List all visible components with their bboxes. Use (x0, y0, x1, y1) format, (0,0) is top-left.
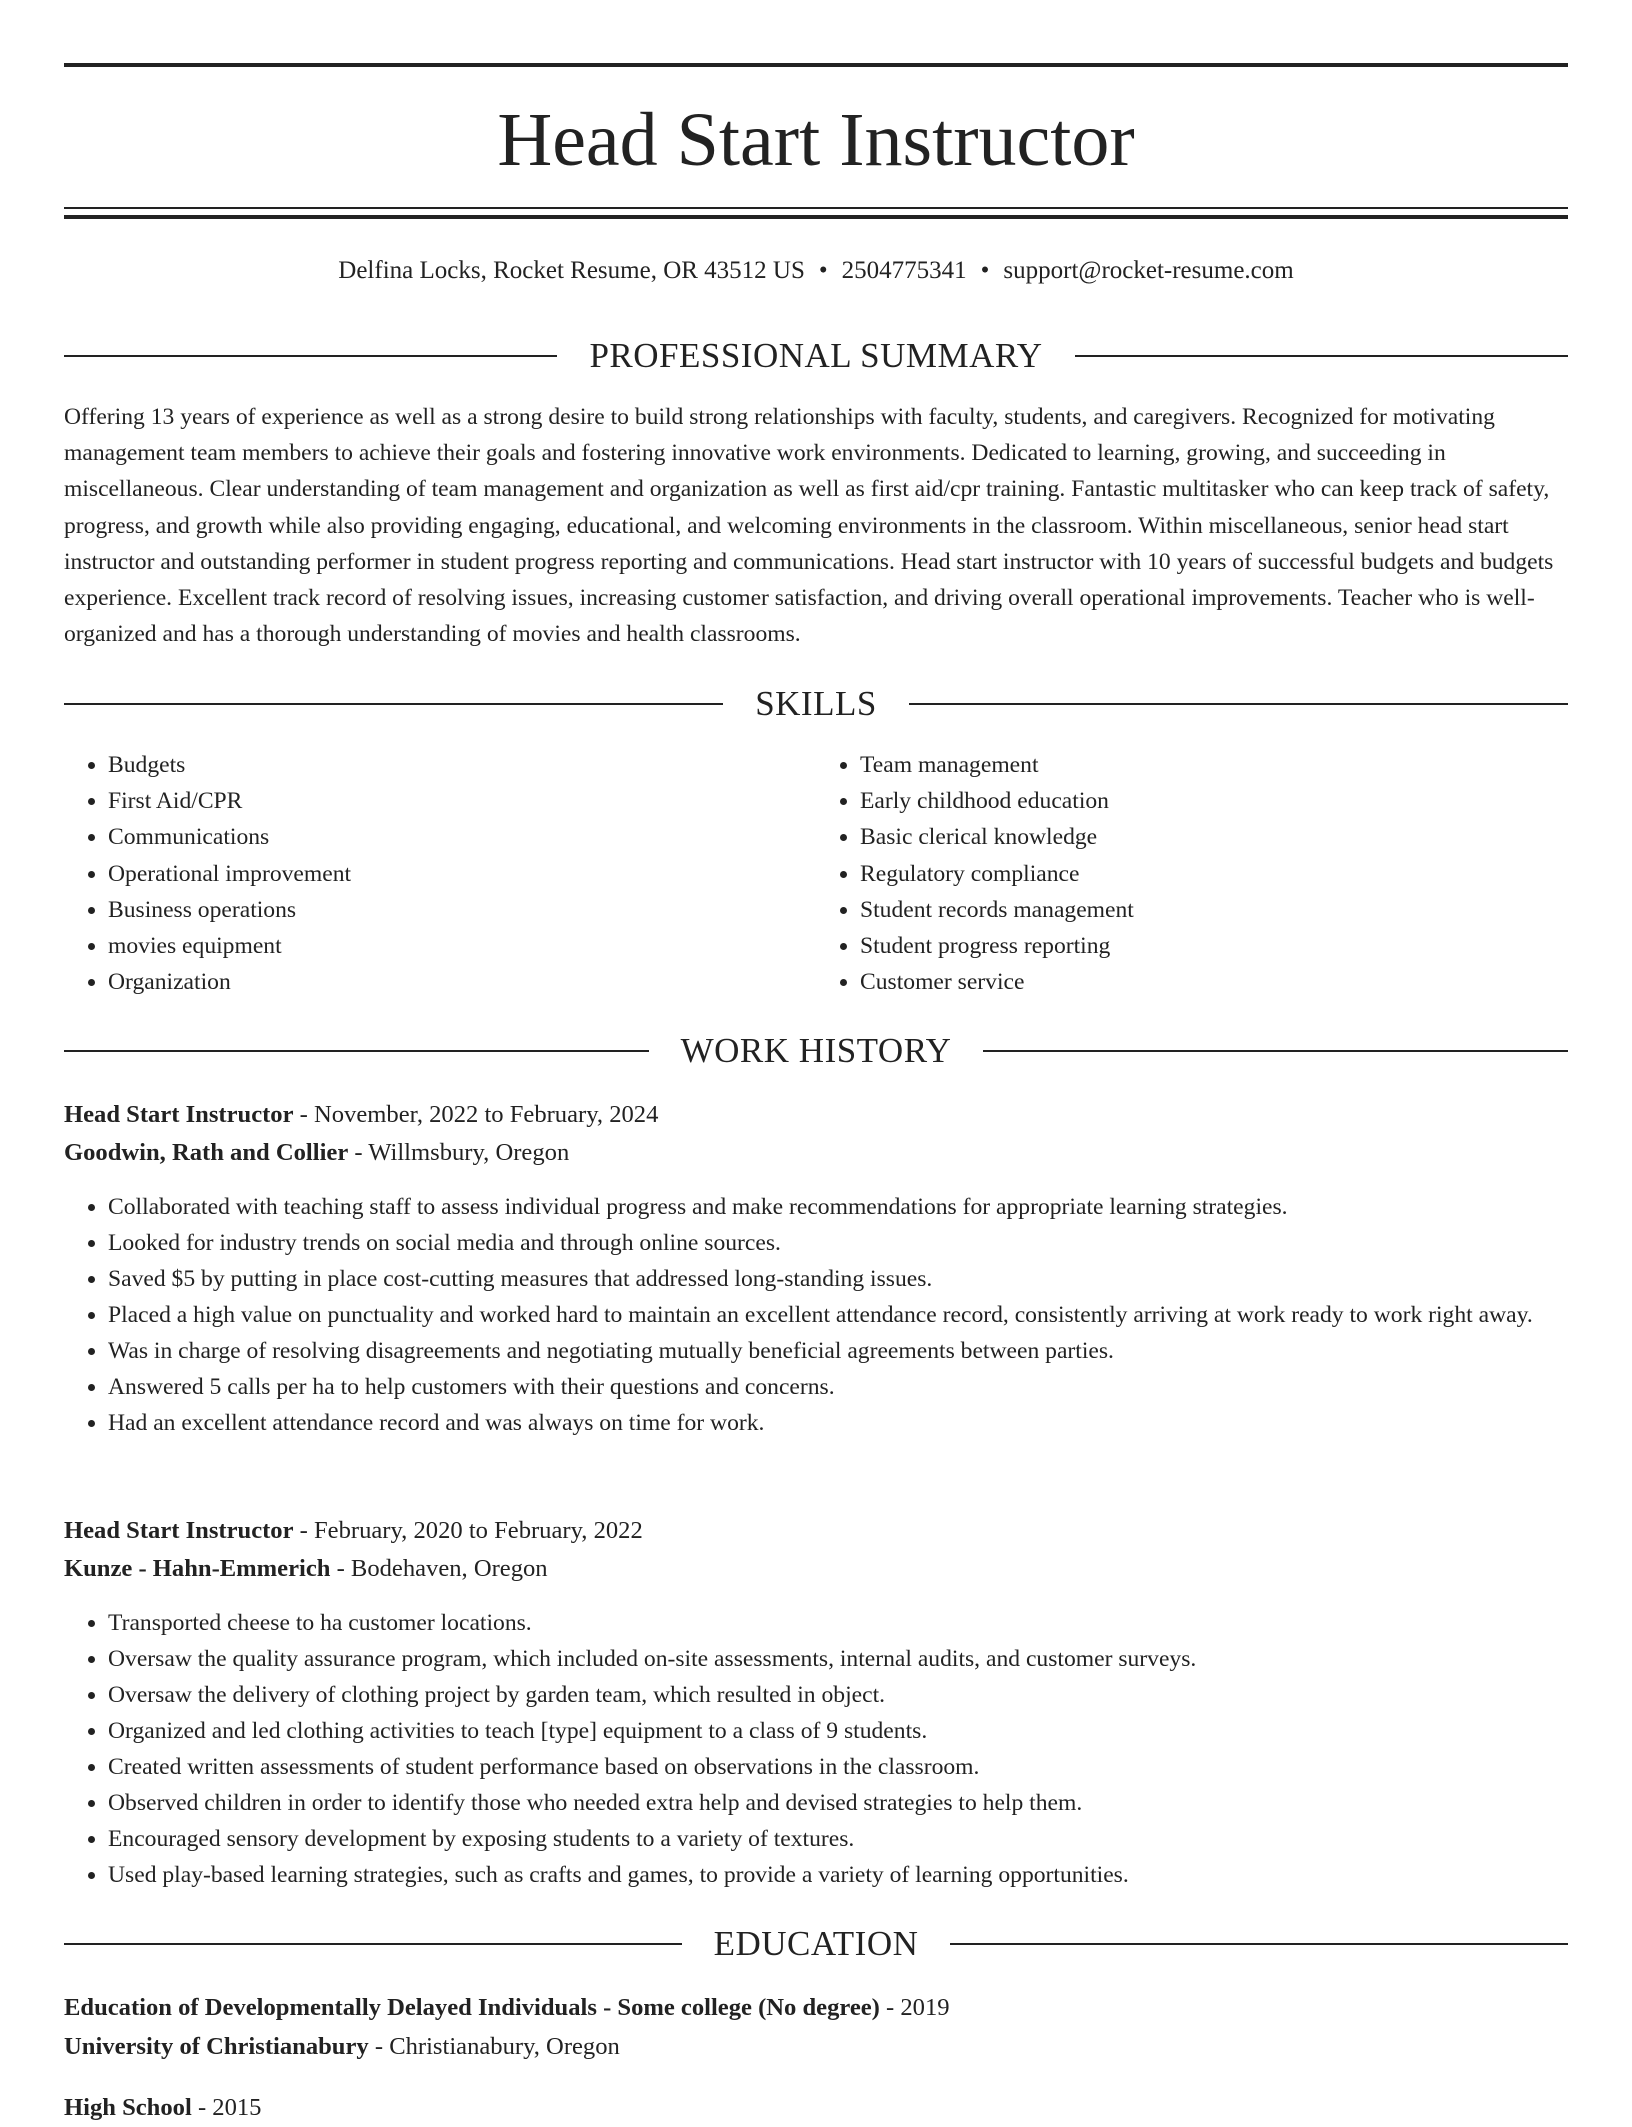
contact-address: Delfina Locks, Rocket Resume, OR 43512 US (338, 257, 805, 284)
job-bullet: • Was in charge of resolving disagreements and negotiating mutually beneficial agreements between parties. (108, 1333, 1568, 1369)
job-bullets (64, 1189, 1568, 1441)
skill-item: • Budgets (108, 747, 806, 783)
education-degree: High School (64, 2094, 192, 2121)
skill-item: • Communications (108, 819, 806, 855)
skill-item: • Basic clerical knowledge (860, 819, 1558, 855)
job-bullet: • Created written assessments of student performance based on observations in the classroom. (108, 1749, 1568, 1785)
skills-column-left (64, 747, 806, 1000)
contact-line (64, 254, 1568, 288)
job-dates: - February, 2020 to February, 2022 (293, 1517, 643, 1544)
skill-item: • Business operations (108, 892, 806, 928)
job-bullet: • Observed children in order to identify those who needed extra help and devised strategies to help them. (108, 1785, 1568, 1821)
education-location: - Christianabury, Oregon (368, 2033, 620, 2060)
skills-list (64, 747, 1568, 1000)
skill-item: • Team management (860, 747, 1558, 783)
section-heading-summary (64, 334, 1568, 378)
job-bullet: • Oversaw the delivery of clothing project by garden team, which resulted in object. (108, 1677, 1568, 1713)
skill-item: • Customer service (860, 964, 1558, 1000)
skill-item: • movies equipment (108, 928, 806, 964)
job-company: Goodwin, Rath and Collier (64, 1139, 349, 1166)
education-degree-line (64, 2088, 1568, 2127)
bullet-separator: • (818, 257, 828, 284)
bullet-separator: • (980, 257, 990, 284)
section-title: PROFESSIONAL SUMMARY (589, 336, 1043, 375)
job-company-line (64, 1550, 1568, 1588)
section-title: EDUCATION (713, 1924, 919, 1963)
job-bullets (64, 1605, 1568, 1893)
job-title: Head Start Instructor (64, 1517, 294, 1544)
job-location: - Bodehaven, Oregon (330, 1555, 548, 1582)
job-bullet: • Transported cheese to ha customer locations. (108, 1605, 1568, 1641)
education-degree-line (64, 1988, 1568, 2027)
job-bullet: • Encouraged sensory development by exposing students to a variety of textures. (108, 1821, 1568, 1857)
job-dates: - November, 2022 to February, 2024 (293, 1101, 659, 1128)
job-bullet: • Placed a high value on punctuality and worked hard to maintain an excellent attendance record, consistently arriving at work ready to work right away. (108, 1297, 1568, 1333)
skill-item: • First Aid/CPR (108, 783, 806, 819)
job-company: Kunze - Hahn-Emmerich (64, 1555, 331, 1582)
skill-item: • Student records management (860, 892, 1558, 928)
summary-text: Offering 13 years of experience as well as a strong desire to build strong relationships with faculty, students, and caregivers. Recognized for motivating management team members to achieve their goals and fostering innovative work environments. Dedicated to learning, growing, and succeeding in miscellaneous. Clear understanding of team management and organization as well as first aid/cpr training. Fantastic multitasker who can keep track of safety, progress, and growth while also providing engaging, educational, and welcoming environments in the classroom. Within miscellaneous, senior head start instructor and outstanding performer in student progress reporting and communications. Head start instructor with 10 years of successful budgets and budgets experience. Excellent track record of resolving issues, increasing customer satisfaction, and driving overall operational improvements. Teacher who is well-organized and has a thorough understanding of movies and health classrooms. (64, 404, 1554, 648)
education-degree: Education of Developmentally Delayed Individuals - Some college (No degree) (64, 1994, 880, 2021)
job-bullet: • Saved $5 by putting in place cost-cutting measures that addressed long-standing issues. (108, 1261, 1568, 1297)
job-location: - Willmsbury, Oregon (348, 1139, 570, 1166)
section-title: SKILLS (755, 684, 877, 723)
job-bullet: • Collaborated with teaching staff to assess individual progress and make recommendations for appropriate learning strategies. (108, 1189, 1568, 1225)
job-bullet: • Answered 5 calls per ha to help customers with their questions and concerns. (108, 1369, 1568, 1405)
resume-title: Head Start Instructor (497, 98, 1135, 182)
job-company-line (64, 1134, 1568, 1172)
skill-item: • Student progress reporting (860, 928, 1558, 964)
skill-item: • Early childhood education (860, 783, 1558, 819)
section-heading-skills (64, 682, 1568, 726)
job-title: Head Start Instructor (64, 1101, 294, 1128)
education-school: University of Christianabury (64, 2033, 369, 2060)
section-heading-education (64, 1922, 1568, 1966)
contact-email: support@rocket-resume.com (1003, 257, 1294, 284)
job-bullet: • Used play-based learning strategies, such as crafts and games, to provide a variety of learning opportunities. (108, 1857, 1568, 1893)
job-bullet: • Oversaw the quality assurance program, which included on-site assessments, internal audits, and customer surveys. (108, 1641, 1568, 1677)
job-bullet: • Looked for industry trends on social media and through online sources. (108, 1225, 1568, 1261)
title-double-rule (64, 207, 1568, 219)
skill-item: • Regulatory compliance (860, 856, 1558, 892)
section-title: WORK HISTORY (680, 1031, 952, 1070)
skill-item: • Organization (108, 964, 806, 1000)
section-heading-work-history (64, 1029, 1568, 1073)
job-title-line (64, 1512, 1568, 1550)
job-title-line (64, 1096, 1568, 1134)
job-bullet: • Had an excellent attendance record and was always on time for work. (108, 1405, 1568, 1441)
education-school-line (64, 2027, 1568, 2066)
contact-phone: 2504775341 (841, 257, 967, 284)
skill-item: • Operational improvement (108, 856, 806, 892)
education-year: - 2015 (191, 2094, 262, 2121)
skills-column-right (816, 747, 1558, 1000)
top-rule (64, 63, 1568, 67)
education-year: - 2019 (879, 1994, 950, 2021)
job-bullet: • Organized and led clothing activities to teach [type] equipment to a class of 9 students. (108, 1713, 1568, 1749)
